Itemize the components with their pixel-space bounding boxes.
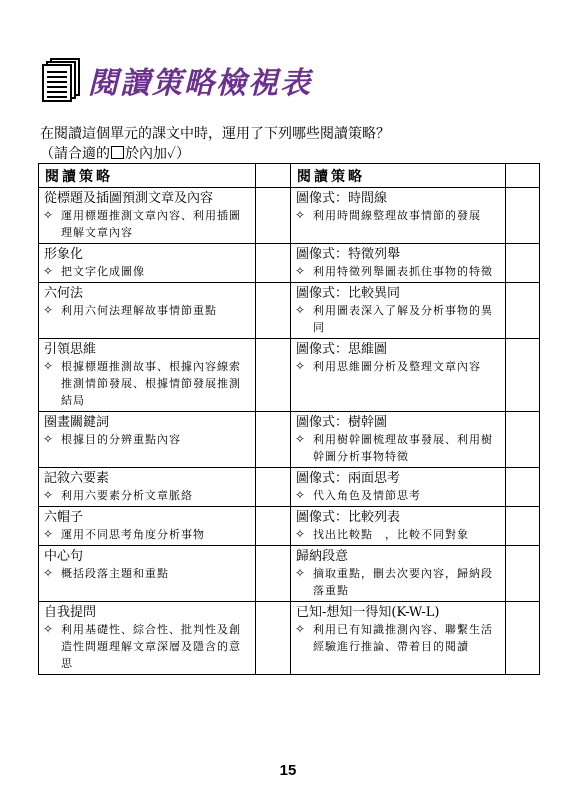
sparkle-icon: ✧ <box>43 488 55 502</box>
strategy-cell-right <box>291 546 506 602</box>
check-cell-right[interactable] <box>506 468 540 507</box>
strategy-description <box>39 526 255 545</box>
strategy-cell-left <box>39 244 256 283</box>
strategy-description <box>291 263 505 282</box>
strategy-cell-right <box>291 188 506 244</box>
strategy-description <box>39 358 255 411</box>
strategy-cell-right <box>291 602 506 675</box>
strategy-name: 圖像式：思維圖 <box>296 342 388 357</box>
check-cell-left[interactable] <box>256 339 291 412</box>
strategy-description <box>39 263 255 282</box>
table-row <box>39 339 540 412</box>
strategy-name: 圈畫關鍵詞 <box>44 415 110 430</box>
sparkle-icon: ✧ <box>43 527 55 541</box>
strategy-description <box>39 207 255 243</box>
strategy-cell-right <box>291 283 506 339</box>
check-cell-right[interactable] <box>506 188 540 244</box>
check-cell-right[interactable] <box>506 602 540 675</box>
check-cell-left[interactable] <box>256 468 291 507</box>
check-cell-left[interactable] <box>256 283 291 339</box>
instruction-line-2 <box>40 144 390 164</box>
description-text: 概括段落主題和重點 <box>61 567 169 580</box>
strategy-description <box>291 487 505 506</box>
strategy-cell-right <box>291 468 506 507</box>
strategy-name: 圖像式：比較異同 <box>296 286 401 301</box>
description-text: 利用圖表深入了解及分析事物的異同 <box>313 304 493 334</box>
strategy-cell-right <box>291 244 506 283</box>
check-cell-right[interactable] <box>506 507 540 546</box>
description-text: 找出比較點 ，比較不同對象 <box>313 528 469 541</box>
sparkle-icon: ✧ <box>295 488 307 502</box>
header-right: 閱讀策略 <box>291 164 506 188</box>
strategy-name: 圖像式：特徵列舉 <box>296 247 401 262</box>
description-text: 利用時間線整理故事情節的發展 <box>313 209 481 222</box>
sparkle-icon: ✧ <box>43 303 55 317</box>
sparkle-icon: ✧ <box>295 303 307 317</box>
header-check-left <box>256 164 291 188</box>
page-header <box>42 58 312 102</box>
strategy-table <box>38 163 540 675</box>
check-cell-left[interactable] <box>256 602 291 675</box>
page-number: 15 <box>279 762 297 779</box>
description-text: 利用特徵列舉圖表抓住事物的特徵 <box>313 265 493 278</box>
description-text: 根據目的分辨重點內容 <box>61 433 181 446</box>
sparkle-icon: ✧ <box>43 208 55 222</box>
strategy-description <box>39 621 255 674</box>
strategy-name: 形象化 <box>44 247 84 262</box>
sparkle-icon: ✧ <box>43 359 55 373</box>
check-cell-left[interactable] <box>256 507 291 546</box>
sparkle-icon: ✧ <box>295 527 307 541</box>
strategy-description <box>291 526 505 545</box>
check-cell-left[interactable] <box>256 244 291 283</box>
table-row <box>39 188 540 244</box>
table-row <box>39 283 540 339</box>
checkbox-icon <box>111 146 124 159</box>
strategy-cell-left <box>39 546 256 602</box>
check-cell-right[interactable] <box>506 339 540 412</box>
strategy-name: 六帽子 <box>44 510 84 525</box>
strategy-name: 引領思維 <box>44 342 97 357</box>
description-text: 利用樹幹圖梳理故事發展、利用樹幹圖分析事物特徵 <box>313 433 493 463</box>
strategy-description <box>39 487 255 506</box>
sparkle-icon: ✧ <box>43 264 55 278</box>
description-text: 代入角色及情節思考 <box>313 489 421 502</box>
strategy-cell-left <box>39 602 256 675</box>
strategy-description <box>39 565 255 584</box>
description-text: 根據標題推測故事、根據內容線索推測情節發展、根據情節發展推測結局 <box>61 360 241 407</box>
description-text: 利用六何法理解故事情節重點 <box>61 304 217 317</box>
strategy-cell-left <box>39 283 256 339</box>
strategy-cell-right <box>291 507 506 546</box>
header-left: 閱讀策略 <box>39 164 256 188</box>
strategy-cell-right <box>291 412 506 468</box>
sparkle-icon: ✧ <box>295 566 307 580</box>
description-text: 利用基礎性、綜合性、批判性及創造性問題理解文章深層及隱含的意思 <box>61 623 241 670</box>
strategy-name: 中心句 <box>44 549 84 564</box>
sparkle-icon: ✧ <box>43 432 55 446</box>
sparkle-icon: ✧ <box>43 622 55 636</box>
sparkle-icon: ✧ <box>295 208 307 222</box>
document-stack-icon <box>42 58 82 102</box>
strategy-cell-left <box>39 339 256 412</box>
strategy-cell-left <box>39 188 256 244</box>
description-text: 利用已有知識推測內容、聯繫生活經驗進行推論、帶着目的閱讀 <box>313 623 493 653</box>
strategy-name: 六何法 <box>44 286 84 301</box>
description-text: 把文字化成圖像 <box>61 265 145 278</box>
strategy-name: 歸納段意 <box>296 549 349 564</box>
strategy-description <box>291 565 505 601</box>
strategy-name: 圖像式：兩面思考 <box>296 471 401 486</box>
table-row <box>39 244 540 283</box>
instructions <box>40 124 390 164</box>
instruction-prefix: （請合適的 <box>40 146 110 162</box>
header-check-right <box>506 164 540 188</box>
table-row <box>39 412 540 468</box>
strategy-description <box>39 302 255 321</box>
table-row <box>39 468 540 507</box>
strategy-description <box>291 621 505 657</box>
sparkle-icon: ✧ <box>295 264 307 278</box>
strategy-name: 圖像式：比較列表 <box>296 510 401 525</box>
sparkle-icon: ✧ <box>43 566 55 580</box>
strategy-cell-left <box>39 468 256 507</box>
check-cell-left[interactable] <box>256 546 291 602</box>
strategy-name: 從標題及插圖預測文章及內容 <box>44 191 214 206</box>
instruction-suffix: 於內加✓） <box>125 146 191 162</box>
description-text: 運用不同思考角度分析事物 <box>61 528 205 541</box>
sparkle-icon: ✧ <box>295 359 307 373</box>
table-row <box>39 507 540 546</box>
table-row <box>39 546 540 602</box>
table-row <box>39 602 540 675</box>
strategy-description <box>291 207 505 226</box>
strategy-name: 自我提問 <box>44 605 97 620</box>
check-cell-right[interactable] <box>506 546 540 602</box>
strategy-name: 記敘六要素 <box>44 471 110 486</box>
check-cell-right[interactable] <box>506 283 540 339</box>
table-header-row <box>39 164 540 188</box>
strategy-cell-left <box>39 412 256 468</box>
check-cell-right[interactable] <box>506 244 540 283</box>
description-text: 利用六要素分析文章脈絡 <box>61 489 193 502</box>
description-text: 摘取重點，刪去次要內容，歸納段落重點 <box>313 567 493 597</box>
instruction-line-1: 在閱讀這個單元的課文中時，運用了下列哪些閱讀策略？ <box>40 126 390 142</box>
strategy-description <box>39 431 255 450</box>
strategy-description <box>291 431 505 467</box>
check-cell-left[interactable] <box>256 412 291 468</box>
check-cell-right[interactable] <box>506 412 540 468</box>
page-title: 閱讀策略檢視表 <box>88 66 312 101</box>
description-text: 運用標題推測文章內容、利用插圖理解文章內容 <box>61 209 241 239</box>
description-text: 利用思維圖分析及整理文章內容 <box>313 360 481 373</box>
check-cell-left[interactable] <box>256 188 291 244</box>
strategy-name: 已知-想知一得知(K-W-L) <box>296 605 440 620</box>
strategy-description <box>291 358 505 377</box>
strategy-cell-left <box>39 507 256 546</box>
strategy-description <box>291 302 505 338</box>
strategy-cell-right <box>291 339 506 412</box>
strategy-name: 圖像式：時間線 <box>296 191 388 206</box>
sparkle-icon: ✧ <box>295 622 307 636</box>
strategy-name: 圖像式：樹幹圖 <box>296 415 388 430</box>
sparkle-icon: ✧ <box>295 432 307 446</box>
